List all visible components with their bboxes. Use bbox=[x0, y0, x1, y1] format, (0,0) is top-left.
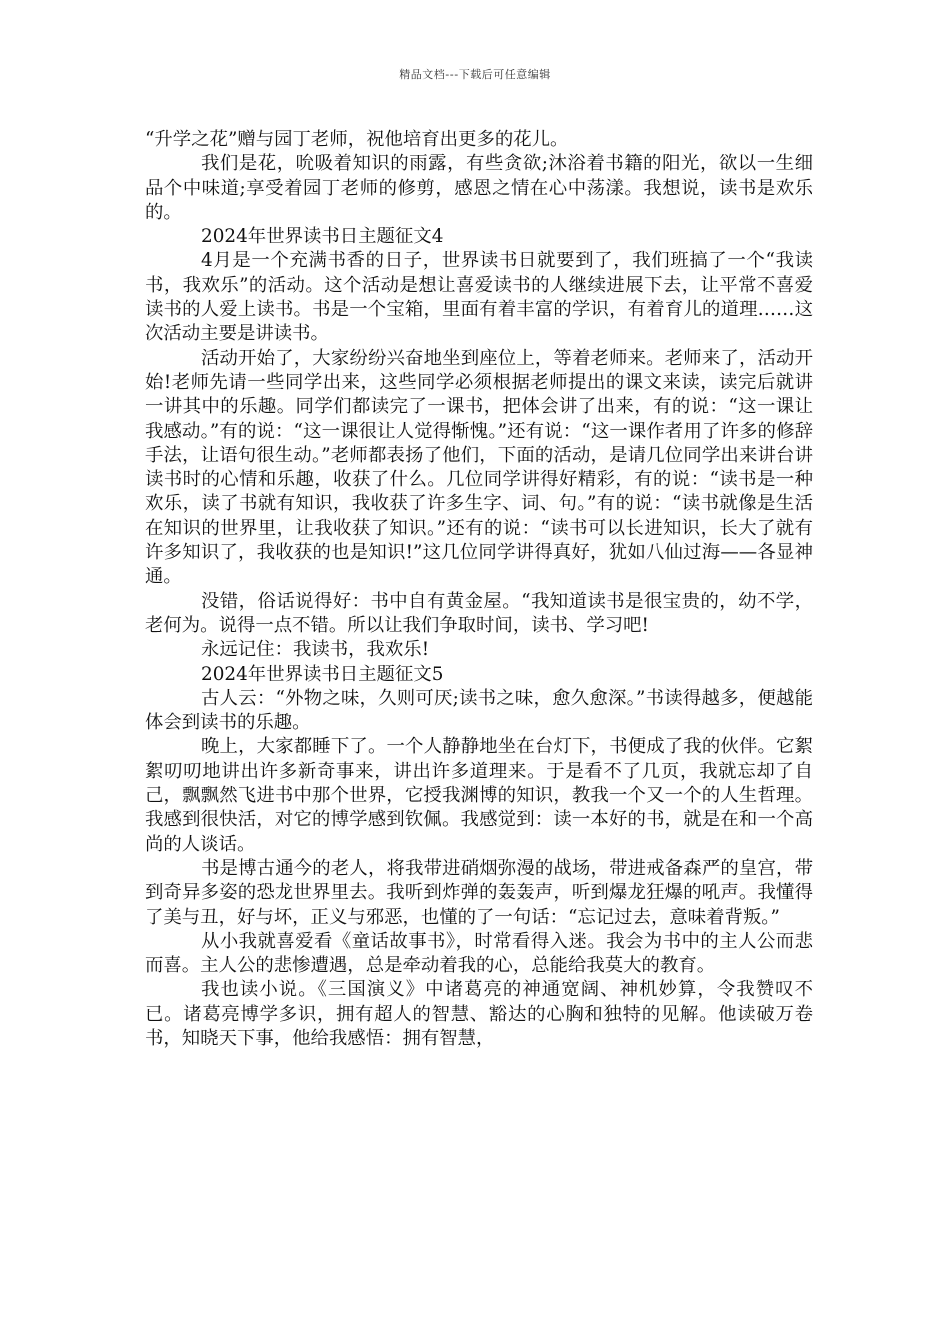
page-header: 精品文档---下载后可任意编辑 bbox=[399, 68, 551, 81]
section-title: 2024年世界读书日主题征文4 bbox=[201, 226, 444, 248]
paragraph: 晚上，大家都睡下了。一个人静静地坐在台灯下，书便成了我的伙伴。它絮絮叨叨地讲出许多新奇事来，讲出许多道理来。于是看不了几页，我就忘却了自己，飘飘然飞进书中那个世界，它授我渊博的知识，教我一个又一个的人生哲理。我感到很快活，对它的博学感到钦佩。我感觉到：读一本好的书，就是在和一个高尚的人谈话。 bbox=[145, 736, 813, 855]
paragraph: 从小我就喜爱看《童话故事书》，时常看得入迷。我会为书中的主人公而悲而喜。主人公的悲惨遭遇，总是牵动着我的心，总能给我莫大的教育。 bbox=[145, 930, 813, 977]
paragraph: 永远记住：我读书，我欢乐! bbox=[201, 639, 430, 661]
paragraph: 没错，俗话说得好：书中自有黄金屋。“我知道读书是很宝贵的，幼不学，老何为。说得一点不错。所以让我们争取时间，读书、学习吧! bbox=[145, 590, 813, 636]
paragraph: 书是博古通今的老人，将我带进硝烟弥漫的战场，带进戒备森严的皇宫，带到奇异多姿的恐龙世界里去。我听到炸弹的轰轰声，听到爆龙狂爆的吼声。我懂得了美与丑，好与坏，正义与邪恶，也懂的了一句话：“忘记过去，意味着背叛。” bbox=[145, 857, 813, 928]
paragraph: 古人云：“外物之味，久则可厌;读书之味，愈久愈深。”书读得越多，便越能体会到读书的乐趣。 bbox=[145, 687, 813, 734]
section-title: 2024年世界读书日主题征文5 bbox=[201, 663, 444, 685]
paragraph: 活动开始了，大家纷纷兴奋地坐到座位上，等着老师来。老师来了，活动开始!老师先请一些同学出来，这些同学必须根据老师提出的课文来读，读完后就讲一讲其中的乐趣。同学们都读完了一课书，把体会讲了出来，有的说：“这一课让我感动。”有的说：“这一课很让人觉得惭愧。”还有说：“这一课作者用了许多的修辞手法，让语句很生动。”老师都表扬了他们，下面的活动，是请几位同学出来讲台讲读书时的心情和乐趣，收获了什么。几位同学讲得好精彩，有的说：“读书是一种欢乐，读了书就有知识，我收获了许多生字、词、句。”有的说：“读书就像是生活在知识的世界里，让我收获了知识。”还有的说：“读书可以长进知识，长大了就有许多知识了，我收获的也是知识!”这几位同学讲得真好，犹如八仙过海——各显神通。 bbox=[145, 347, 813, 588]
document-body bbox=[145, 128, 813, 1051]
paragraph: 我也读小说。《三国演义》中诸葛亮的神通宽阔、神机妙算，令我赞叹不已。诸葛亮博学多识，拥有超人的智慧、豁达的心胸和独特的见解。他读破万卷书，知晓天下事，他给我感悟：拥有智慧， bbox=[145, 979, 813, 1049]
paragraph: 我们是花，吮吸着知识的雨露，有些贪欲;沐浴着书籍的阳光，欲以一生细品个中味道;享受着园丁老师的修剪，感恩之情在心中荡漾。我想说，读书是欢乐的。 bbox=[145, 153, 813, 223]
paragraph: “升学之花”赠与园丁老师，祝他培育出更多的花儿。 bbox=[145, 129, 569, 150]
paragraph: 4月是一个充满书香的日子，世界读书日就要到了，我们班搞了一个“我读书，我欢乐”的活动。这个活动是想让喜爱读书的人继续进展下去，让平常不喜爱读书的人爱上读书。书是一个宝箱，里面有着丰富的学识，有着育儿的道理……这次活动主要是讲读书。 bbox=[145, 250, 813, 345]
